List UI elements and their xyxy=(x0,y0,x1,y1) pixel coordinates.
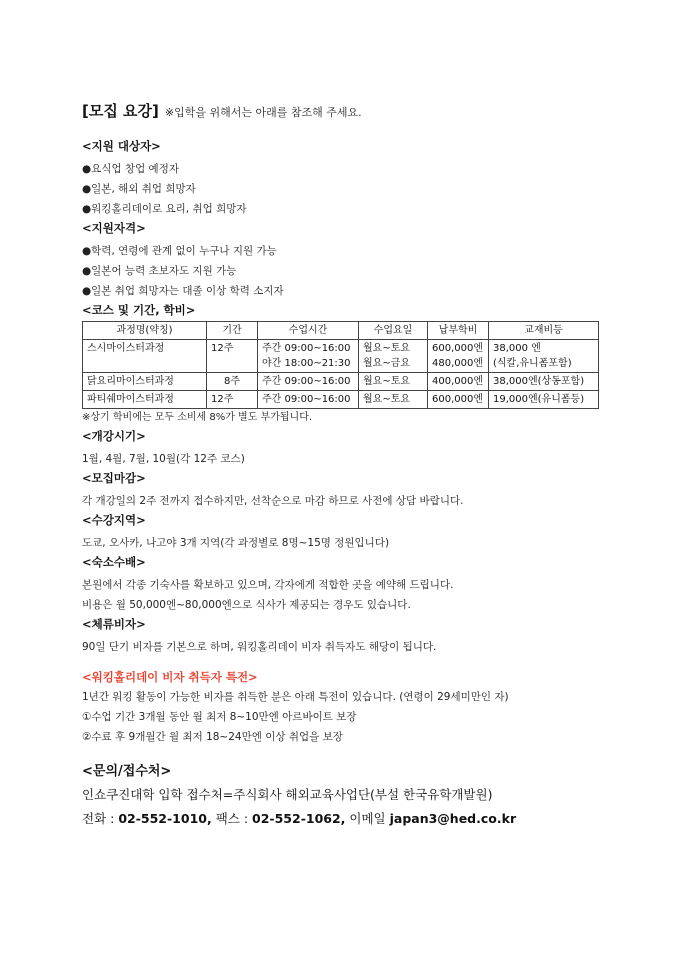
courses-section xyxy=(82,301,602,427)
course-days-line: 월요~토요 xyxy=(363,343,411,354)
course-fee-cell: 400,000엔 xyxy=(428,373,489,391)
course-materials-cell: 19,000엔(유니폼등) xyxy=(489,391,599,409)
eligibility-item: ●요식업 창업 예정자 xyxy=(82,163,179,175)
special-text: 1년간 워킹 활동이 가능한 비자를 취득한 분은 아래 특전이 있습니다. (연령이 29세미만인 자) xyxy=(82,691,509,703)
course-fee-line: 600,000엔 xyxy=(432,343,484,354)
deadline-heading: <모집마감> xyxy=(82,471,146,485)
title-line xyxy=(82,100,602,121)
course-days-cell: 월요~토요 xyxy=(359,391,428,409)
eligibility-heading: <지원 대상자> xyxy=(82,139,161,153)
qualifications-section xyxy=(82,219,602,301)
courses-heading: <코스 및 기간, 학비> xyxy=(82,303,196,317)
qualification-item: ●일본어 능력 초보자도 지원 가능 xyxy=(82,265,237,277)
deadline-section xyxy=(82,469,602,511)
course-days-line: 월요~금요 xyxy=(363,358,411,369)
course-hours-cell: 주간 09:00~16:00 xyxy=(258,373,359,391)
start-heading: <개강시기> xyxy=(82,429,146,443)
table-header-row xyxy=(83,322,599,340)
email-address: japan3@hed.co.kr xyxy=(389,811,517,826)
housing-heading: <숙소수배> xyxy=(82,555,146,569)
special-text: ①수업 기간 3개월 동안 월 최저 8~10만엔 아르바이트 보장 xyxy=(82,711,357,723)
phone-number: 02-552-1010, xyxy=(118,811,212,826)
qualification-item: ●일본 취업 희망자는 대졸 이상 학력 소지자 xyxy=(82,285,284,297)
recruitment-document xyxy=(82,100,602,831)
housing-text: 비용은 월 50,000엔~80,000엔으로 식사가 제공되는 경우도 있습니다. xyxy=(82,599,411,611)
course-hours-line: 야간 18:00~21:30 xyxy=(262,358,351,369)
contact-section xyxy=(82,761,602,831)
course-materials-line: 38,000 엔 xyxy=(493,343,541,354)
phone-label: 전화 : xyxy=(82,811,119,826)
course-days-cell: 월요~토요 xyxy=(359,373,428,391)
column-header: 납부학비 xyxy=(428,322,489,340)
deadline-text: 각 개강일의 2주 전까지 접수하지만, 선착순으로 마감 하므로 사전에 상담 바랍니다. xyxy=(82,495,464,507)
start-section xyxy=(82,427,602,469)
table-row xyxy=(83,391,599,409)
course-fee-cell: 600,000엔 xyxy=(428,391,489,409)
housing-text: 본원에서 각종 기숙사를 확보하고 있으며, 각자에게 적합한 곳을 예약해 드립니다. xyxy=(82,579,454,591)
contact-heading: <문의/접수처> xyxy=(82,764,172,779)
email-label: 이메일 xyxy=(345,811,390,826)
eligibility-item: ●워킹홀리데이로 요리, 취업 희망자 xyxy=(82,203,247,215)
visa-section xyxy=(82,615,602,657)
course-period-cell: 12주 xyxy=(207,340,258,373)
table-row xyxy=(83,340,599,373)
location-heading: <수강지역> xyxy=(82,513,146,527)
column-header: 기간 xyxy=(207,322,258,340)
special-heading: <워킹홀리데이 비자 취득자 특전> xyxy=(82,670,258,684)
course-materials-cell: 38,000엔(상동포함) xyxy=(489,373,599,391)
visa-text: 90일 단기 비자를 기본으로 하며, 워킹홀리데이 비자 취득자도 해당이 됩니다. xyxy=(82,641,437,653)
qualifications-heading: <지원자격> xyxy=(82,221,146,235)
location-section xyxy=(82,511,602,553)
visa-heading: <체류비자> xyxy=(82,617,146,631)
course-materials-line: (식칼,유니폼포함) xyxy=(493,358,572,369)
course-period-cell: 8주 xyxy=(207,373,258,391)
course-name-cell: 닭요리마이스터과정 xyxy=(83,373,207,391)
special-text: ②수료 후 9개월간 월 최저 18~24만엔 이상 취업을 보장 xyxy=(82,731,343,743)
column-header: 수업시간 xyxy=(258,322,359,340)
housing-section xyxy=(82,553,602,615)
start-text: 1월, 4월, 7월, 10월(각 12주 코스) xyxy=(82,453,245,465)
course-name-cell: 파티쉐마이스터과정 xyxy=(83,391,207,409)
fax-label: 팩스 : xyxy=(211,811,253,826)
column-header: 교재비등 xyxy=(489,322,599,340)
location-text: 도쿄, 오사카, 나고야 3개 지역(각 과정별로 8명~15명 정원입니다) xyxy=(82,537,390,549)
course-days-cell xyxy=(359,340,428,373)
course-materials-cell xyxy=(489,340,599,373)
column-header: 수업요일 xyxy=(359,322,428,340)
course-fee-cell xyxy=(428,340,489,373)
course-hours-line: 주간 09:00~16:00 xyxy=(262,343,351,354)
contact-org: 인쇼쿠진대학 입학 접수처=주식회사 해외교육사업단(부설 한국유학개발원) xyxy=(82,787,493,802)
course-hours-cell xyxy=(258,340,359,373)
special-section xyxy=(82,667,602,747)
course-hours-cell: 주간 09:00~16:00 xyxy=(258,391,359,409)
course-fee-line: 480,000엔 xyxy=(432,358,484,369)
fax-number: 02-552-1062, xyxy=(252,811,346,826)
tax-note: ※상기 학비에는 모두 소비세 8%가 별도 부가됩니다. xyxy=(82,412,313,423)
course-fee-table xyxy=(82,321,599,409)
title-note: ※입학을 위해서는 아래를 참조해 주세요. xyxy=(164,106,362,119)
qualification-item: ●학력, 연령에 관계 없이 누구나 지원 가능 xyxy=(82,245,277,257)
contact-details xyxy=(82,807,602,831)
course-period-cell: 12주 xyxy=(207,391,258,409)
eligibility-item: ●일본, 해외 취업 희망자 xyxy=(82,183,196,195)
column-header: 과정명(약칭) xyxy=(83,322,207,340)
eligibility-section xyxy=(82,137,602,219)
page-title: [모집 요강] xyxy=(82,102,159,120)
course-name-cell: 스시마이스터과정 xyxy=(83,340,207,373)
table-row xyxy=(83,373,599,391)
